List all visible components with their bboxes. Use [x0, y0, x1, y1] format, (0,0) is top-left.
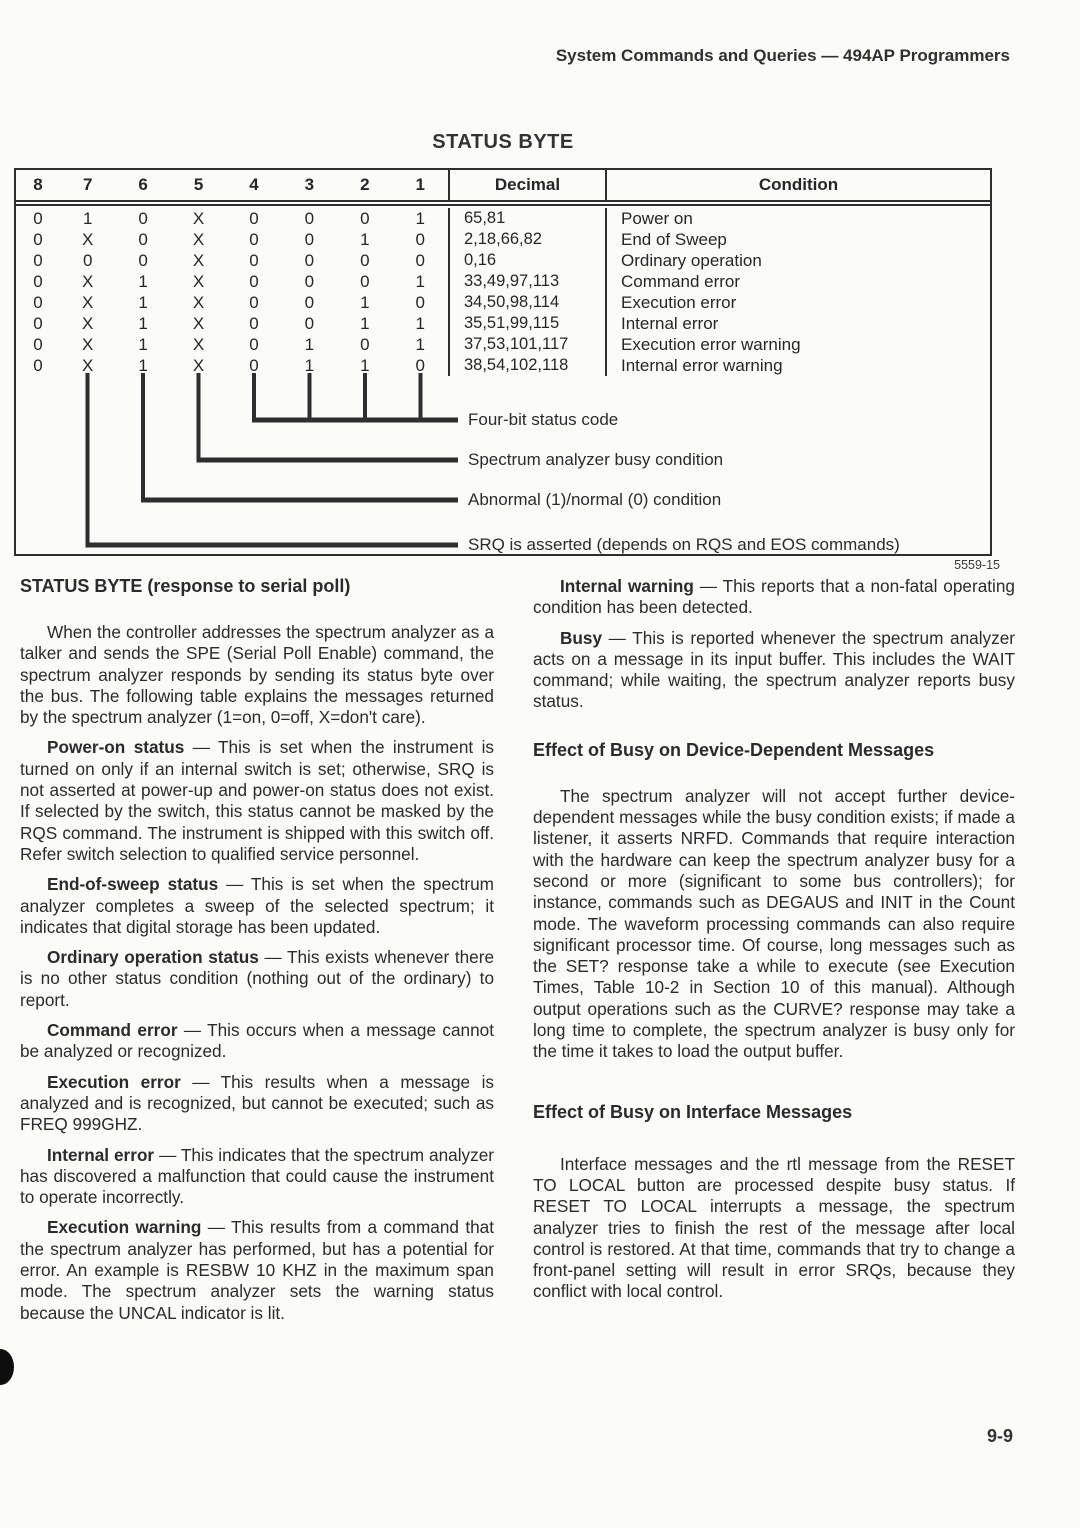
bit-value: 0: [138, 251, 148, 270]
running-header: System Commands and Queries — 494AP Programmers: [555, 46, 1010, 65]
bit-value: X: [192, 272, 205, 291]
bit-value: 0: [82, 251, 93, 270]
section-heading-interface: Effect of Busy on Interface Messages: [533, 1101, 853, 1122]
bit-value: 0: [415, 230, 425, 249]
bit-value: X: [192, 230, 205, 249]
bit-header-3: 3: [304, 175, 315, 194]
callout-four-bit-status-code: Four-bit status code: [468, 410, 619, 429]
bit-value: 0: [33, 209, 43, 228]
condition-value: Execution error: [605, 292, 990, 313]
table-row: [16, 313, 990, 334]
condition-column-header: Condition: [605, 170, 990, 200]
paragraph-lead: Power-on status: [47, 737, 185, 758]
bit-value: X: [192, 293, 205, 312]
bit-value: X: [82, 314, 94, 333]
bit-value: 1: [138, 272, 148, 291]
left-text-column: [20, 576, 494, 1333]
bit-value: 0: [360, 251, 370, 270]
bit-header-1: 1: [415, 175, 425, 194]
bit-value: 1: [360, 314, 370, 333]
status-byte-figure: [14, 168, 992, 556]
bit-header-4: 4: [249, 175, 259, 194]
row-bits: [16, 271, 448, 292]
bit-value: 0: [138, 230, 148, 249]
paragraph: Ordinary operation status — This exists whenever there is no other status condition (nothing out of the ordinary) to report.: [20, 947, 494, 1010]
row-bits: [16, 355, 448, 376]
bit-value: 0: [360, 335, 370, 354]
row-bits: [16, 208, 448, 229]
bit-value: 1: [360, 293, 370, 312]
bit-value: 1: [415, 272, 425, 291]
bit-value: 1: [360, 356, 370, 375]
bit-value: 1: [360, 230, 370, 249]
decimal-value: 65,81: [448, 208, 605, 229]
decimal-column-header: Decimal: [448, 170, 605, 200]
bit-value: 1: [138, 335, 148, 354]
bit-header-8: 8: [33, 175, 43, 194]
paragraph: Power-on status — This is set when the instrument is turned on only if an internal switch is set; otherwise, SRQ is not asserted at power-up and power-on status does not exist. If selected by the switch, this status cannot be masked by the RQS command. The instrument is shipped with this switch off. Refer switch selection to qualified service personnel.: [20, 737, 494, 864]
bit-value: 1: [304, 335, 315, 354]
table-row: [16, 229, 990, 250]
bit-value: 0: [415, 293, 425, 312]
bit-value: 1: [415, 209, 425, 228]
decimal-value: 34,50,98,114: [448, 292, 605, 313]
bit-value: 0: [138, 209, 148, 228]
callout-abnormal-condition: Abnormal (1)/normal (0) condition: [468, 490, 722, 509]
bit-value: X: [82, 293, 94, 312]
decimal-value: 2,18,66,82: [448, 229, 605, 250]
table-row: [16, 292, 990, 313]
bit-value: X: [82, 356, 94, 375]
scan-artifact-blob: [0, 1349, 14, 1385]
bit-value: 0: [360, 209, 370, 228]
bit-value: 0: [33, 251, 43, 270]
paragraph: Internal error — This indicates that the spectrum analyzer has discovered a malfunction that could cause the instrument to operate incorrectly.: [20, 1144, 494, 1208]
decimal-value: 35,51,99,115: [448, 313, 605, 334]
bit-value: 0: [304, 230, 315, 249]
bit-value: 1: [82, 209, 93, 228]
decimal-value: 33,49,97,113: [448, 271, 605, 292]
right-text-column: [533, 576, 1015, 1312]
condition-value: Execution error warning: [605, 334, 990, 355]
bit-value: 0: [249, 314, 259, 333]
paragraph-lead: Internal error: [47, 1144, 155, 1165]
callout-busy-condition: Spectrum analyzer busy condition: [468, 450, 724, 469]
paragraph: Interface messages and the rtl message from the RESET TO LOCAL button are processed despite busy status. If RESET TO LOCAL interrupts a message, the spectrum analyzer tries to finish the rest of the message after local control is restored. At that time, commands that try to change a front-panel setting will result in error SRQs, because they conflict with local control.: [533, 1153, 1015, 1302]
bit-value: X: [192, 335, 205, 354]
page-number: 9-9: [986, 1426, 1013, 1446]
bit-value: 0: [33, 230, 43, 249]
bit-value: X: [192, 209, 205, 228]
bit-value: X: [192, 251, 205, 270]
bit-value: 0: [304, 209, 315, 228]
bit-value: 0: [33, 272, 43, 291]
paragraph-lead: Ordinary operation status: [47, 947, 259, 968]
bit-value: 0: [249, 335, 259, 354]
bit-value: 0: [360, 272, 370, 291]
bit-value: 0: [249, 272, 259, 291]
row-bits: [16, 292, 448, 313]
paragraph: End-of-sweep status — This is set when the spectrum analyzer completes a sweep of the selected spectrum; it indicates that digital storage has been updated.: [20, 874, 494, 937]
bit-header-6: 6: [138, 175, 148, 194]
bit-value: X: [192, 356, 205, 375]
bit-header-5: 5: [193, 175, 204, 194]
bit-value: 0: [249, 209, 259, 228]
decimal-value: 37,53,101,117: [448, 334, 605, 355]
bit-value: 0: [249, 293, 259, 312]
condition-value: Ordinary operation: [605, 250, 990, 271]
table-row: [16, 334, 990, 355]
condition-value: Power on: [605, 208, 990, 229]
table-row: [16, 208, 990, 229]
bit-value: 0: [33, 335, 43, 354]
paragraph-lead: Busy: [560, 627, 603, 648]
bit-value: 0: [304, 293, 315, 312]
bit-value: 0: [33, 314, 43, 333]
bit-value: 0: [415, 251, 425, 270]
decimal-value: 0,16: [448, 250, 605, 271]
bit-value: 0: [249, 356, 259, 375]
bit-value: 0: [33, 356, 43, 375]
bit-value: 1: [138, 356, 148, 375]
paragraph: The spectrum analyzer will not accept further device-dependent messages while the busy condition exists; if made a listener, it asserts NRFD. Commands that require interaction with the hardware can keep the spectrum analyzer busy for a second or more (significant to some bus controllers); for instance, commands such as DEGAUS and INIT in the Count mode. The waveform processing commands can also require significant processor time. Of course, long messages such as the SET? response take a while to execute (see Execution Times, Table 10-2 in Section 10 of this manual). Although output operations such as the CURVE? response may take a long time to complete, the spectrum analyzer is busy only for the time it takes to load the output buffer.: [533, 785, 1015, 1062]
table-header-row: [16, 170, 990, 202]
bit-value: 0: [249, 230, 259, 249]
section-heading-status-byte: STATUS BYTE (response to serial poll): [20, 576, 351, 596]
condition-value: Internal error: [605, 313, 990, 334]
paragraph-lead: Internal warning: [560, 576, 694, 596]
figure-title: STATUS BYTE: [432, 131, 574, 153]
condition-value: Command error: [605, 271, 990, 292]
paragraph: Execution error — This results when a message is analyzed and is recognized, but cannot be executed; such as FREQ 999GHZ.: [20, 1071, 494, 1135]
table-row: [16, 250, 990, 271]
paragraph-lead: Execution warning: [47, 1217, 202, 1238]
bit-value: 0: [33, 293, 43, 312]
paragraph-lead: Command error: [47, 1020, 178, 1041]
bit-value: 0: [415, 356, 425, 375]
callout-srq-asserted: SRQ is asserted (depends on RQS and EOS commands): [468, 535, 900, 554]
bit-value: 1: [415, 314, 425, 333]
bit-value: 1: [415, 335, 425, 354]
bit-value: X: [82, 230, 94, 249]
paragraph: Busy — This is reported whenever the spectrum analyzer acts on a message in its input buffer. This includes the WAIT command; while waiting, the spectrum analyzer reports busy status.: [533, 627, 1015, 712]
bit-value: 1: [138, 314, 148, 333]
row-bits: [16, 334, 448, 355]
bit-header-2: 2: [360, 175, 370, 194]
row-bits: [16, 229, 448, 250]
bit-value: 0: [304, 251, 315, 270]
paragraph: Command error — This occurs when a message cannot be analyzed or recognized.: [20, 1020, 494, 1062]
bit-value: 0: [304, 314, 315, 333]
bit-value: X: [192, 314, 205, 333]
bit-header-7: 7: [82, 175, 93, 194]
table-rows: [16, 208, 990, 376]
bit-value: X: [82, 272, 94, 291]
paragraph: Internal warning — This reports that a non-fatal operating condition has been detected.: [533, 576, 1015, 618]
decimal-value: 38,54,102,118: [448, 355, 605, 376]
bit-value: 1: [138, 293, 148, 312]
row-bits: [16, 313, 448, 334]
header-double-rule: [16, 204, 990, 206]
bit-headers: [16, 170, 448, 200]
table-row: [16, 355, 990, 376]
figure-number: 5559-15: [954, 558, 1000, 572]
bit-value: 0: [304, 272, 315, 291]
condition-value: End of Sweep: [605, 229, 990, 250]
paragraph-lead: End-of-sweep status: [47, 874, 219, 895]
paragraph-lead: Execution error: [47, 1071, 181, 1092]
condition-value: Internal error warning: [605, 355, 990, 376]
paragraph: When the controller addresses the spectrum analyzer as a talker and sends the SPE (Serial Poll Enable) command, the spectrum analyzer responds by sending its status byte over the bus. The following table explains the messages returned by the spectrum analyzer (1=on, 0=off, X=don't care).: [20, 622, 494, 728]
bit-value: X: [82, 335, 94, 354]
bit-value: 0: [249, 251, 259, 270]
bit-value: 1: [304, 356, 315, 375]
section-heading-device-dependent: Effect of Busy on Device-Dependent Messages: [533, 739, 935, 760]
paragraph: Execution warning — This results from a command that the spectrum analyzer has performed, but has a potential for error. An example is RESBW 10 KHZ in the maximum span mode. The spectrum analyzer sets the warning status because the UNCAL indicator is lit.: [20, 1217, 494, 1323]
table-row: [16, 271, 990, 292]
row-bits: [16, 250, 448, 271]
